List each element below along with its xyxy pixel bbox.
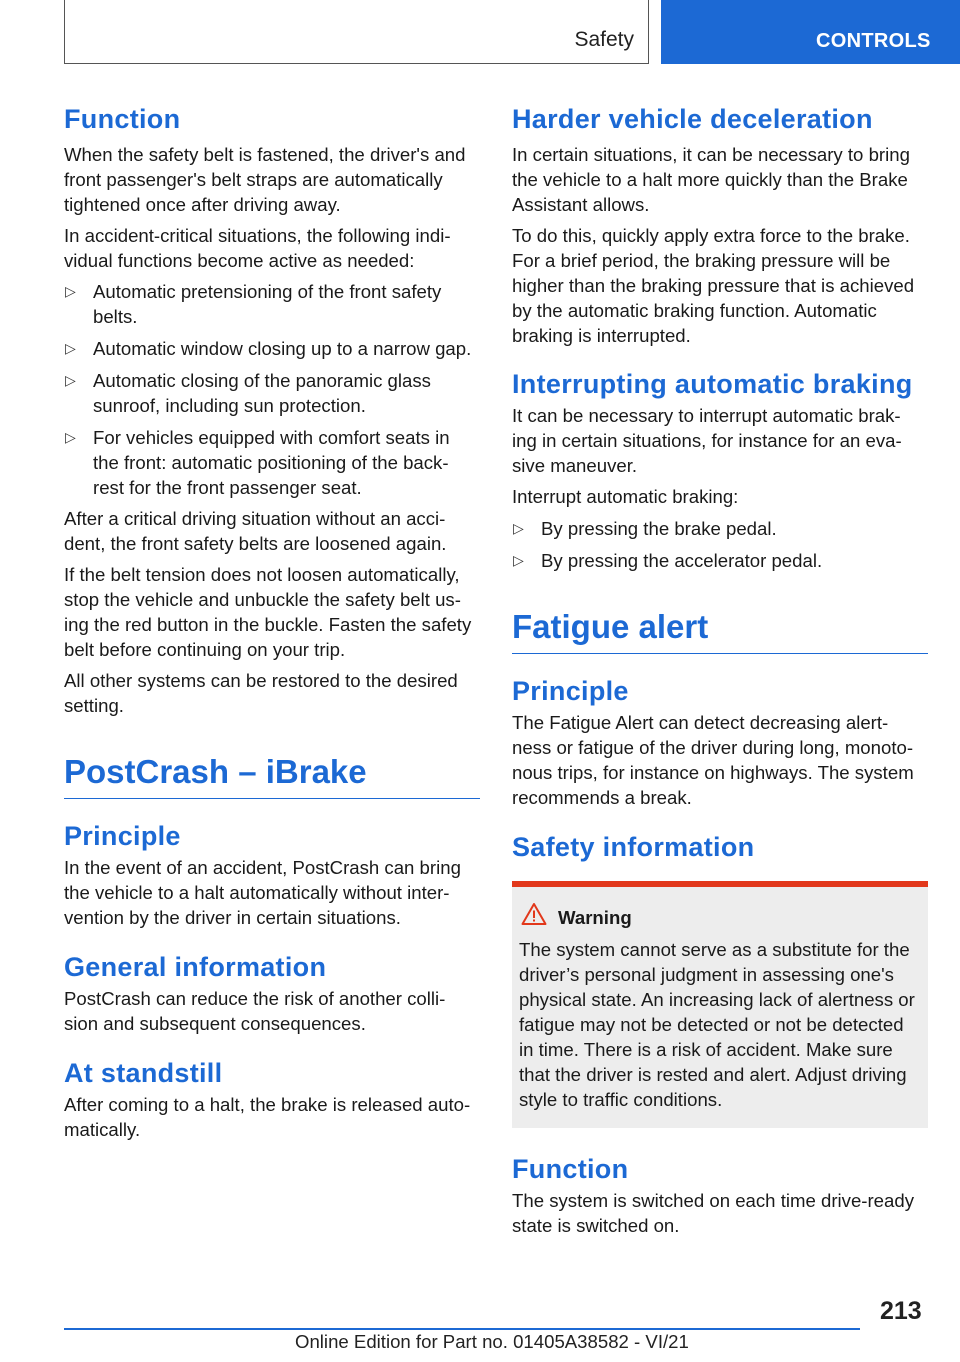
function-list	[64, 279, 480, 500]
at-standstill-paragraph: After coming to a halt, the brake is released auto‐ matically.	[64, 1094, 471, 1140]
bullet-triangle-icon: ▷	[65, 340, 76, 356]
principle-paragraph: In the event of an accident, PostCrash can bring the vehicle to a halt automatically without inter‐ vention by the driver in certain situations.	[64, 857, 461, 928]
header-chapter-label: CONTROLS	[816, 30, 931, 52]
list-item	[512, 548, 928, 573]
footer-divider	[64, 1328, 860, 1330]
function-heading: Function	[512, 1154, 629, 1184]
function-paragraph-1: When the safety belt is fastened, the driver's and front passenger's belt straps are automatically tightened once after driving away.	[64, 144, 466, 215]
header-section-box	[64, 0, 649, 64]
left-column	[64, 100, 480, 1142]
function-paragraph: The system is switched on each time drive-ready state is switched on.	[512, 1190, 914, 1236]
at-standstill-heading: At standstill	[64, 1058, 223, 1088]
postcrash-title: PostCrash – iBrake	[64, 752, 480, 799]
bullet-triangle-icon: ▷	[65, 283, 76, 299]
function-paragraph-5: All other systems can be restored to the desired setting.	[64, 670, 458, 716]
warning-box	[512, 881, 928, 1128]
list-item-text: Automatic pretensioning of the front safety belts.	[93, 281, 442, 327]
list-item	[512, 516, 928, 541]
list-item-text: Automatic closing of the panoramic glass sunroof, including sun protection.	[93, 370, 431, 416]
bullet-triangle-icon: ▷	[65, 429, 76, 445]
harder-deceleration-paragraph-2: To do this, quickly apply extra force to the brake. For a brief period, the braking pressure will be higher than the braking pressure that is achieved by the automatic braking function. Automatic braking is interrupted.	[512, 225, 915, 346]
interrupting-braking-heading: Interrupting automatic braking	[512, 369, 913, 399]
principle-heading: Principle	[512, 676, 629, 706]
principle-paragraph: The Fatigue Alert can detect decreasing alert‐ ness or fatigue of the driver during long, monoto‐ nous trips, for instance on highways. The system recommends a break.	[512, 712, 914, 808]
list-item-text: Automatic window closing up to a narrow gap.	[93, 338, 472, 359]
bullet-triangle-icon: ▷	[513, 552, 524, 568]
fatigue-alert-title: Fatigue alert	[512, 607, 928, 654]
page-number: 213	[880, 1297, 922, 1325]
general-information-paragraph: PostCrash can reduce the risk of another colli‐ sion and subsequent consequences.	[64, 988, 446, 1034]
warning-title: Warning	[558, 907, 632, 928]
list-item	[64, 425, 480, 500]
harder-deceleration-paragraph-1: In certain situations, it can be necessary to bring the vehicle to a halt more quickly than the Brake Assistant allows.	[512, 144, 910, 215]
right-column	[512, 100, 928, 1238]
warning-header	[519, 905, 921, 935]
header-chapter-tab	[661, 0, 960, 64]
interrupt-list	[512, 516, 928, 573]
harder-deceleration-heading: Harder vehicle deceleration	[512, 104, 873, 134]
bullet-triangle-icon: ▷	[65, 372, 76, 388]
header-section-title: Safety	[574, 28, 634, 51]
general-information-heading: General information	[64, 952, 327, 982]
warning-text: The system cannot serve as a substitute for the driver’s personal judgment in assessing one's physical state. An increasing lack of alertness or fatigue may not be detected or not be detected in time. There is a risk of accident. Make sure that the driver is rested and alert. Adjust driving style to traffic conditions.	[519, 939, 915, 1110]
footer-edition-text: Online Edition for Part no. 01405A38582 - VI/21	[295, 1331, 689, 1352]
interrupting-braking-paragraph-1: It can be necessary to interrupt automatic brak‐ ing in certain situations, for instance for an eva‐ sive maneuver.	[512, 405, 902, 476]
list-item	[64, 279, 480, 329]
bullet-triangle-icon: ▷	[513, 520, 524, 536]
safety-information-heading: Safety information	[512, 832, 755, 862]
interrupting-braking-paragraph-2: Interrupt automatic braking:	[512, 486, 739, 507]
function-heading: Function	[64, 104, 181, 134]
list-item-text: By pressing the brake pedal.	[541, 518, 777, 539]
principle-heading: Principle	[64, 821, 181, 851]
list-item-text: By pressing the accelerator pedal.	[541, 550, 823, 571]
list-item	[64, 368, 480, 418]
list-item-text: For vehicles equipped with comfort seats in the front: automatic positioning of the back‐ rest for the front passenger seat.	[93, 427, 450, 498]
list-item	[64, 336, 480, 361]
function-paragraph-3: After a critical driving situation without an acci‐ dent, the front safety belts are loosened again.	[64, 508, 447, 554]
warning-triangle-icon	[521, 902, 547, 926]
function-paragraph-2: In accident-critical situations, the following indi‐ vidual functions become active as needed:	[64, 225, 451, 271]
function-paragraph-4: If the belt tension does not loosen automatically, stop the vehicle and unbuckle the safety belt us‐ ing the red button in the buckle. Fasten the safety belt before continuing on your trip.	[64, 564, 472, 660]
